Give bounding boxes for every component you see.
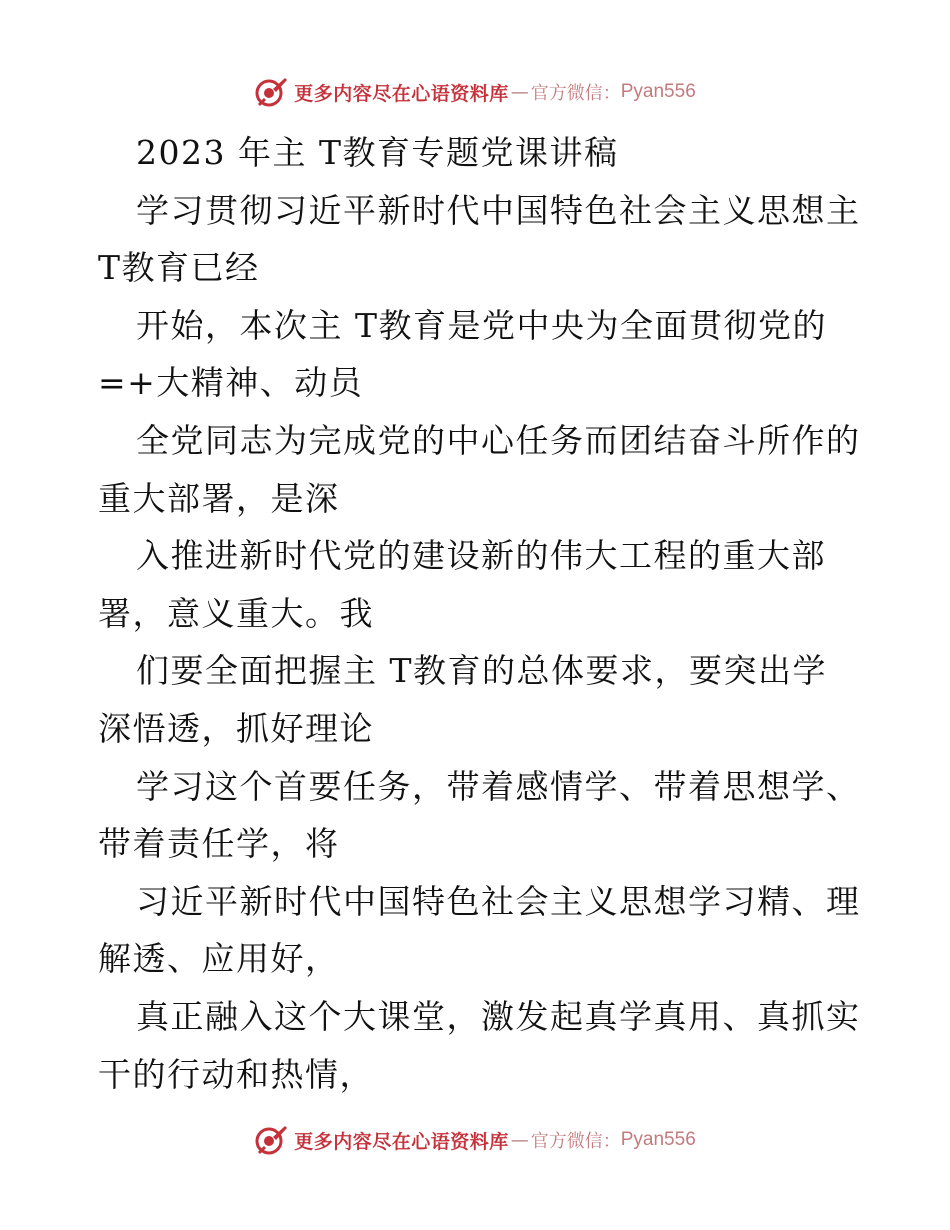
body-line: 署，意义重大。我 — [98, 593, 374, 633]
banner-wechat-label: 官方微信： — [530, 1131, 621, 1152]
body-line: =+大精神、动员 — [98, 363, 364, 403]
banner-separator: — — [510, 81, 529, 103]
body-line: 学习贯彻习近平新时代中国特色社会主义思想主 — [136, 190, 861, 230]
body-line: 真正融入这个大课堂，激发起真学真用、真抓实 — [136, 996, 861, 1036]
body-line: 们要全面把握主 T教育的总体要求，要突出学 — [136, 651, 828, 691]
body-line: 干的行动和热情， — [98, 1054, 374, 1094]
banner-wechat-id: Pyan556 — [620, 1129, 696, 1150]
banner-wechat-id: Pyan556 — [620, 81, 696, 102]
body-line: 深悟透，抓好理论 — [98, 708, 374, 748]
banner-separator: — — [510, 1129, 529, 1151]
body-line: 习近平新时代中国特色社会主义思想学习精、理 — [136, 881, 861, 921]
banner-wechat-label: 官方微信： — [530, 83, 621, 104]
body-line: 重大部署，是深 — [98, 478, 340, 518]
footer-banner — [0, 1120, 950, 1160]
body-line: 解透、应用好， — [98, 939, 340, 979]
document-body — [98, 124, 861, 1103]
banner-brand: 更多内容尽在心语资料库 — [294, 82, 509, 105]
document-title: 2023 年主 T教育专题党课讲稿 — [136, 133, 619, 172]
pen-logo-icon — [254, 75, 288, 109]
body-line: 全党同志为完成党的中心任务而团结奋斗所作的 — [136, 420, 861, 460]
body-line: 开始，本次主 T教育是党中央为全面贯彻党的 — [136, 305, 828, 345]
header-banner — [0, 72, 950, 112]
body-line: 带着责任学，将 — [98, 824, 340, 864]
body-line: 入推进新时代党的建设新的伟大工程的重大部 — [136, 536, 826, 576]
banner-brand: 更多内容尽在心语资料库 — [294, 1130, 509, 1153]
pen-logo-icon — [254, 1123, 288, 1157]
body-line: 学习这个首要任务，带着感情学、带着思想学、 — [136, 766, 861, 806]
body-line: T教育已经 — [98, 248, 260, 288]
